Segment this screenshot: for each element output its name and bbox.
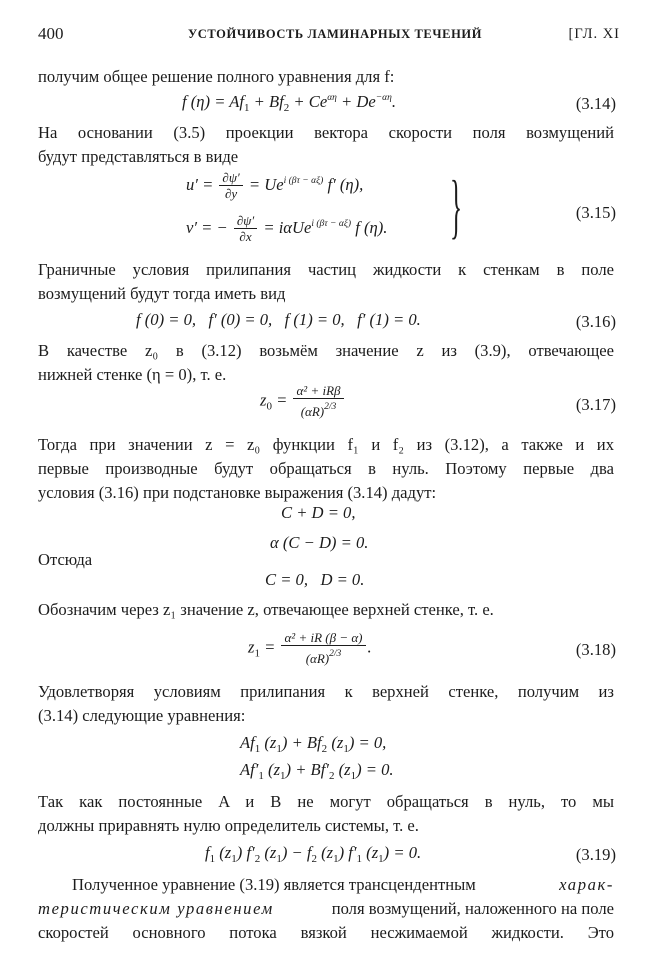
equation-ab-1: $Af_1$ $(z_1) + Bf_2$ $(z_1) = 0$, bbox=[240, 733, 387, 755]
paragraph-line: будут представляться в виде bbox=[38, 147, 239, 166]
equation-3-17: $z_0$ = $\frac{\text{α² + iRβ}}{(\alpha R)^{2/3}}$ bbox=[260, 383, 346, 420]
emphasized-term: теристическим уравнением bbox=[38, 899, 274, 918]
paragraph-line: На основании (3.5) проекции вектора скорости поля возмущений bbox=[38, 123, 614, 142]
paragraph-line: должны приравнять нулю определитель системы, т. е. bbox=[38, 816, 419, 835]
paragraph-line bbox=[72, 875, 614, 895]
paragraph-line: возмущений будут тогда иметь вид bbox=[38, 284, 286, 303]
paragraph-line: Так как постоянные A и B не могут обращаться в нуль, то мы bbox=[38, 792, 614, 811]
equation-number: (3.15) bbox=[575, 203, 616, 222]
running-title: УСТОЙЧИВОСТЬ ЛАМИНАРНЫХ ТЕЧЕНИЙ bbox=[188, 27, 483, 41]
equation-cd-3: C = 0, D = 0. bbox=[265, 570, 365, 589]
right-brace: } bbox=[450, 166, 463, 246]
equation-3-15b: v′ = − $\frac{\partial\psi'}{\partial x}$ = iαUe$^{i (\beta\tau - \alpha\xi)}$ f (η). bbox=[186, 213, 388, 244]
equation-number: (3.14) bbox=[575, 94, 616, 113]
equation-cd-2: α (C − D) = 0. bbox=[270, 533, 369, 552]
paragraph-line: (3.14) следующие уравнения: bbox=[38, 706, 246, 725]
equation-number: (3.16) bbox=[575, 312, 616, 331]
equation-cd-1: C + D = 0, bbox=[281, 503, 356, 522]
emphasized-term: харак- bbox=[559, 875, 614, 894]
paragraph-text: Полученное уравнение (3.19) является трансцендентным bbox=[72, 875, 476, 894]
equation-3-16: f (0) = 0, f′ (0) = 0, f (1) = 0, f′ (1) = 0. bbox=[136, 310, 421, 329]
paragraph-line: Обозначим через z₁ значение z, отвечающее верхней стенке, т. е. bbox=[38, 600, 494, 619]
equation-3-14: f $(\eta) = Af_1 + Bf_2 + Ce^{\alpha\eta} + De^{-\alpha\eta}$. bbox=[182, 92, 397, 114]
equation-number: (3.18) bbox=[575, 640, 616, 659]
paragraph-line bbox=[38, 899, 614, 919]
paragraph-line: нижней стенке (η = 0), т. е. bbox=[38, 365, 227, 384]
paragraph-line: условия (3.16) при подстановке выражения (3.14) дадут: bbox=[38, 483, 437, 502]
equation-3-18: $z_1$ = $\frac{\text{α² + iR (β − α)}}{(\alpha R)^{2/3}}$ . bbox=[248, 630, 372, 666]
equation-number: (3.19) bbox=[575, 845, 616, 864]
running-header bbox=[38, 24, 620, 48]
chapter-reference: [ГЛ. XI bbox=[568, 26, 620, 42]
paragraph-line: получим общее решение полного уравнения для f: bbox=[38, 67, 395, 86]
paragraph-text: поля возмущений, наложенного на поле bbox=[331, 899, 614, 918]
equation-number: (3.17) bbox=[575, 395, 616, 414]
paragraph-line: скоростей основного потока вязкой несжимаемой жидкости. Это bbox=[38, 923, 614, 942]
paragraph-line: первые производные будут обращаться в нуль. Поэтому первые два bbox=[38, 459, 614, 478]
equation-3-15a: u′ = $\frac{\partial\psi'}{\partial y}$ = $Ue^{i (\beta\tau - \alpha\xi)}$ f′ (η), bbox=[186, 170, 364, 201]
paragraph-line: В качестве z₀ в (3.12) возьмём значение z из (3.9), отвечающее bbox=[38, 341, 614, 360]
page-number: 400 bbox=[38, 24, 64, 43]
equation-3-19: $f_1$ $(z_1)$ $f'_2$ $(z_1) - f_2$ $(z_1)$ $f'_1$ $(z_1) = 0$. bbox=[205, 843, 422, 865]
paragraph-line: Удовлетворяя условиям прилипания к верхней стенке, получим из bbox=[38, 682, 614, 701]
paragraph-line: Граничные условия прилипания частиц жидкости к стенкам в поле bbox=[38, 260, 614, 279]
paragraph-line: Тогда при значении z = z₀ функции f₁ и f₂ из (3.12), а также и их bbox=[38, 435, 614, 454]
equation-ab-2: $Af'_1$ $(z_1) + Bf'_2$ $(z_1) = 0$. bbox=[240, 760, 394, 782]
paragraph-line: Отсюда bbox=[38, 550, 93, 569]
